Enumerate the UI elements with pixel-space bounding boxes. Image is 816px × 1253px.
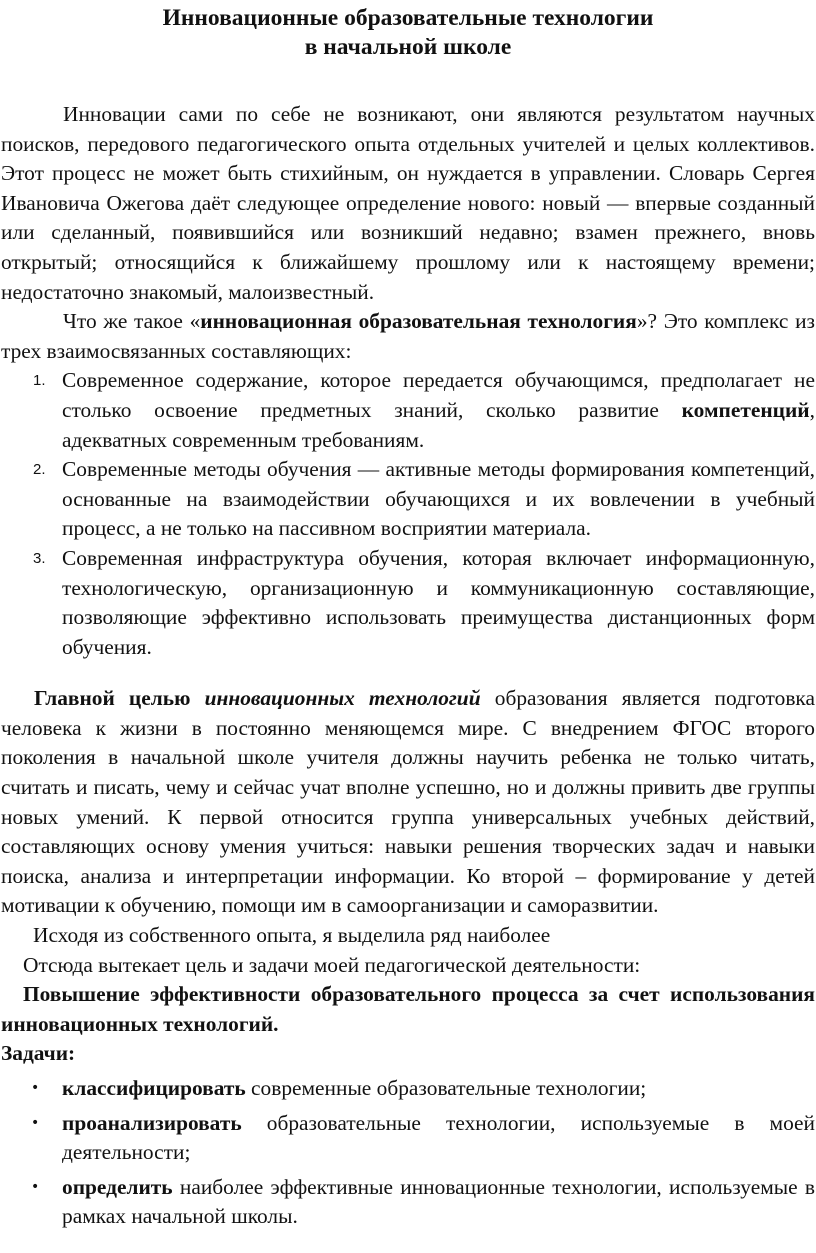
- task-item-2: [1, 1109, 815, 1168]
- task-verb: определить: [62, 1174, 173, 1199]
- task-item-3: [1, 1173, 815, 1232]
- component-number: 1.: [33, 372, 46, 390]
- task-text: наиболее эффективные инновационные технологии, используемые в рамках начальной школы.: [62, 1174, 815, 1229]
- question-term: инновационная образовательная технология: [200, 309, 637, 334]
- component-item-1: [1, 366, 815, 455]
- goal-paragraph: [1, 684, 815, 921]
- task-item-1: [1, 1074, 815, 1104]
- task-verb: классифицировать: [62, 1076, 246, 1100]
- question-paragraph: [1, 307, 815, 366]
- component-item-3: [1, 544, 815, 662]
- task-text: образовательные технологии, используемые в моей деятельности;: [62, 1110, 815, 1165]
- experience-line: Исходя из собственного опыта, я выделила ряд наиболее: [33, 923, 551, 948]
- aim-bold-text: Повышение эффективности образовательного процесса за счет использования инновационных технологий.: [1, 982, 815, 1036]
- aim-intro-line: Отсюда вытекает цель и задачи моей педагогической деятельности:: [23, 952, 641, 977]
- intro-paragraph: Инновации сами по себе не возникают, они являются результатом научных поисков, передового педагогического опыта отдельных учителей и целых коллективов. Этот процесс не может быть стихийным, он нуждается в управлении. Словарь Сергея Ивановича Ожегова даёт следующее определение нового: новый — впервые созданный или сделанный, появившийся или возникший недавно; взамен прежнего, вновь открытый; относящийся к ближайшему прошлому или к настоящему времени; недостаточно знакомый, малоизвестный.: [1, 102, 815, 304]
- paragraph-spacing: [1, 662, 815, 684]
- task-verb: проанализировать: [62, 1110, 242, 1135]
- component-item-2: [1, 455, 815, 544]
- title-spacing: [1, 62, 815, 100]
- component-text: Современная инфраструктура обучения, которая включает информационную, технологическую, организационную и коммуникационную составляющие, позволяющие эффективно использовать преимущества дистанционных форм обучения.: [62, 545, 815, 659]
- tasks-list: [1, 1074, 815, 1232]
- title-line-2: в начальной школе: [304, 34, 512, 60]
- document-title: [1, 0, 815, 62]
- components-list: [1, 366, 815, 662]
- bullet-icon: •: [31, 1080, 40, 1096]
- question-text-before: Что же такое «: [63, 309, 201, 334]
- title-line-1: Инновационные образовательные технологии: [162, 5, 654, 31]
- tasks-heading-text: Задачи:: [1, 1041, 76, 1066]
- goal-text: образования является подготовка человека к жизни в постоянно меняющемся мире. С внедрением ФГОС второго поколения в начальной школе учителя должны научить ребенка не только читать, считать и писать, чему и сейчас учат вполне успешно, но и должны привить две группы новых умений. К первой относится группа универсальных учебных действий, составляющих основу умения учиться: навыки решения творческих задач и навыки поиска, анализа и интерпретации информации. Ко второй – формирование у детей мотивации к обучению, помощи им в самоорганизации и саморазвитии.: [1, 686, 815, 918]
- tasks-heading: [1, 1039, 815, 1069]
- question-text-after: »? Это комплекс из трех взаимосвязанных составляющих:: [1, 309, 815, 363]
- goal-italic-term: инновационных технологий: [204, 686, 481, 711]
- bullet-icon: •: [31, 1114, 40, 1131]
- component-text: [62, 366, 815, 455]
- component-text-before: Современное содержание, которое передается обучающимся, предполагает не столько освоение предметных знаний, сколько развитие: [62, 368, 815, 422]
- goal-lead: Главной целью: [34, 686, 205, 711]
- component-text-after: , адекватных современным требованиям.: [62, 397, 815, 452]
- component-bold-term: компетенций: [681, 397, 810, 422]
- component-text: Современные методы обучения — активные методы формирования компетенций, основанные на взаимодействии обучающихся и их вовлечении в учебный процесс, а не только на пассивном восприятии материала.: [62, 457, 815, 541]
- bullet-icon: •: [31, 1178, 40, 1195]
- task-text: современные образовательные технологии;: [245, 1076, 647, 1100]
- component-number: 2.: [33, 461, 46, 479]
- component-number: 3.: [33, 549, 46, 567]
- aim-statement: [1, 980, 815, 1039]
